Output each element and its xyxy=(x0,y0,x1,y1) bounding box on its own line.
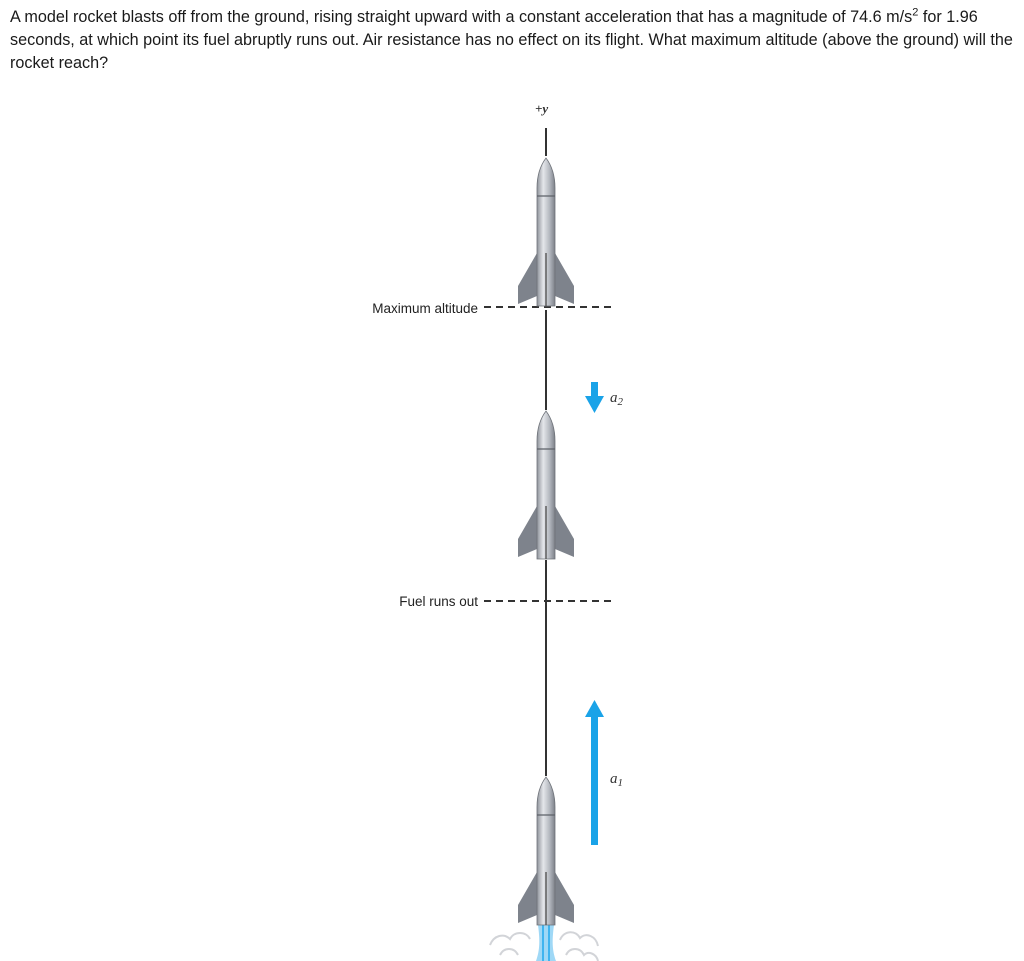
fuel-runs-out-label: Fuel runs out xyxy=(399,594,478,609)
a1-label: $a_1$ xyxy=(610,771,623,789)
rocket-fuel-out xyxy=(518,411,574,559)
question-part1: A model rocket blasts off from the ground, rising straight upward with a constant acceleration that has a magnitude of 74.6 m/s xyxy=(10,8,913,26)
exhaust xyxy=(490,925,598,961)
question-part2: for 1.96 seconds, at which point its fuel abruptly runs out. Air resistance has no effect on its flight. What maximum altitude (above the ground) will the rocket reach? xyxy=(10,8,1013,72)
question-superscript: 2 xyxy=(912,6,919,19)
max-altitude-label: Maximum altitude xyxy=(372,301,478,316)
rocket-launch xyxy=(518,777,574,925)
axis-label: +y xyxy=(535,101,549,116)
rocket-max-altitude xyxy=(518,158,574,306)
a2-arrow-icon xyxy=(585,382,604,413)
a2-label: $a_2$ xyxy=(610,390,623,408)
a1-arrow-icon xyxy=(585,700,604,845)
